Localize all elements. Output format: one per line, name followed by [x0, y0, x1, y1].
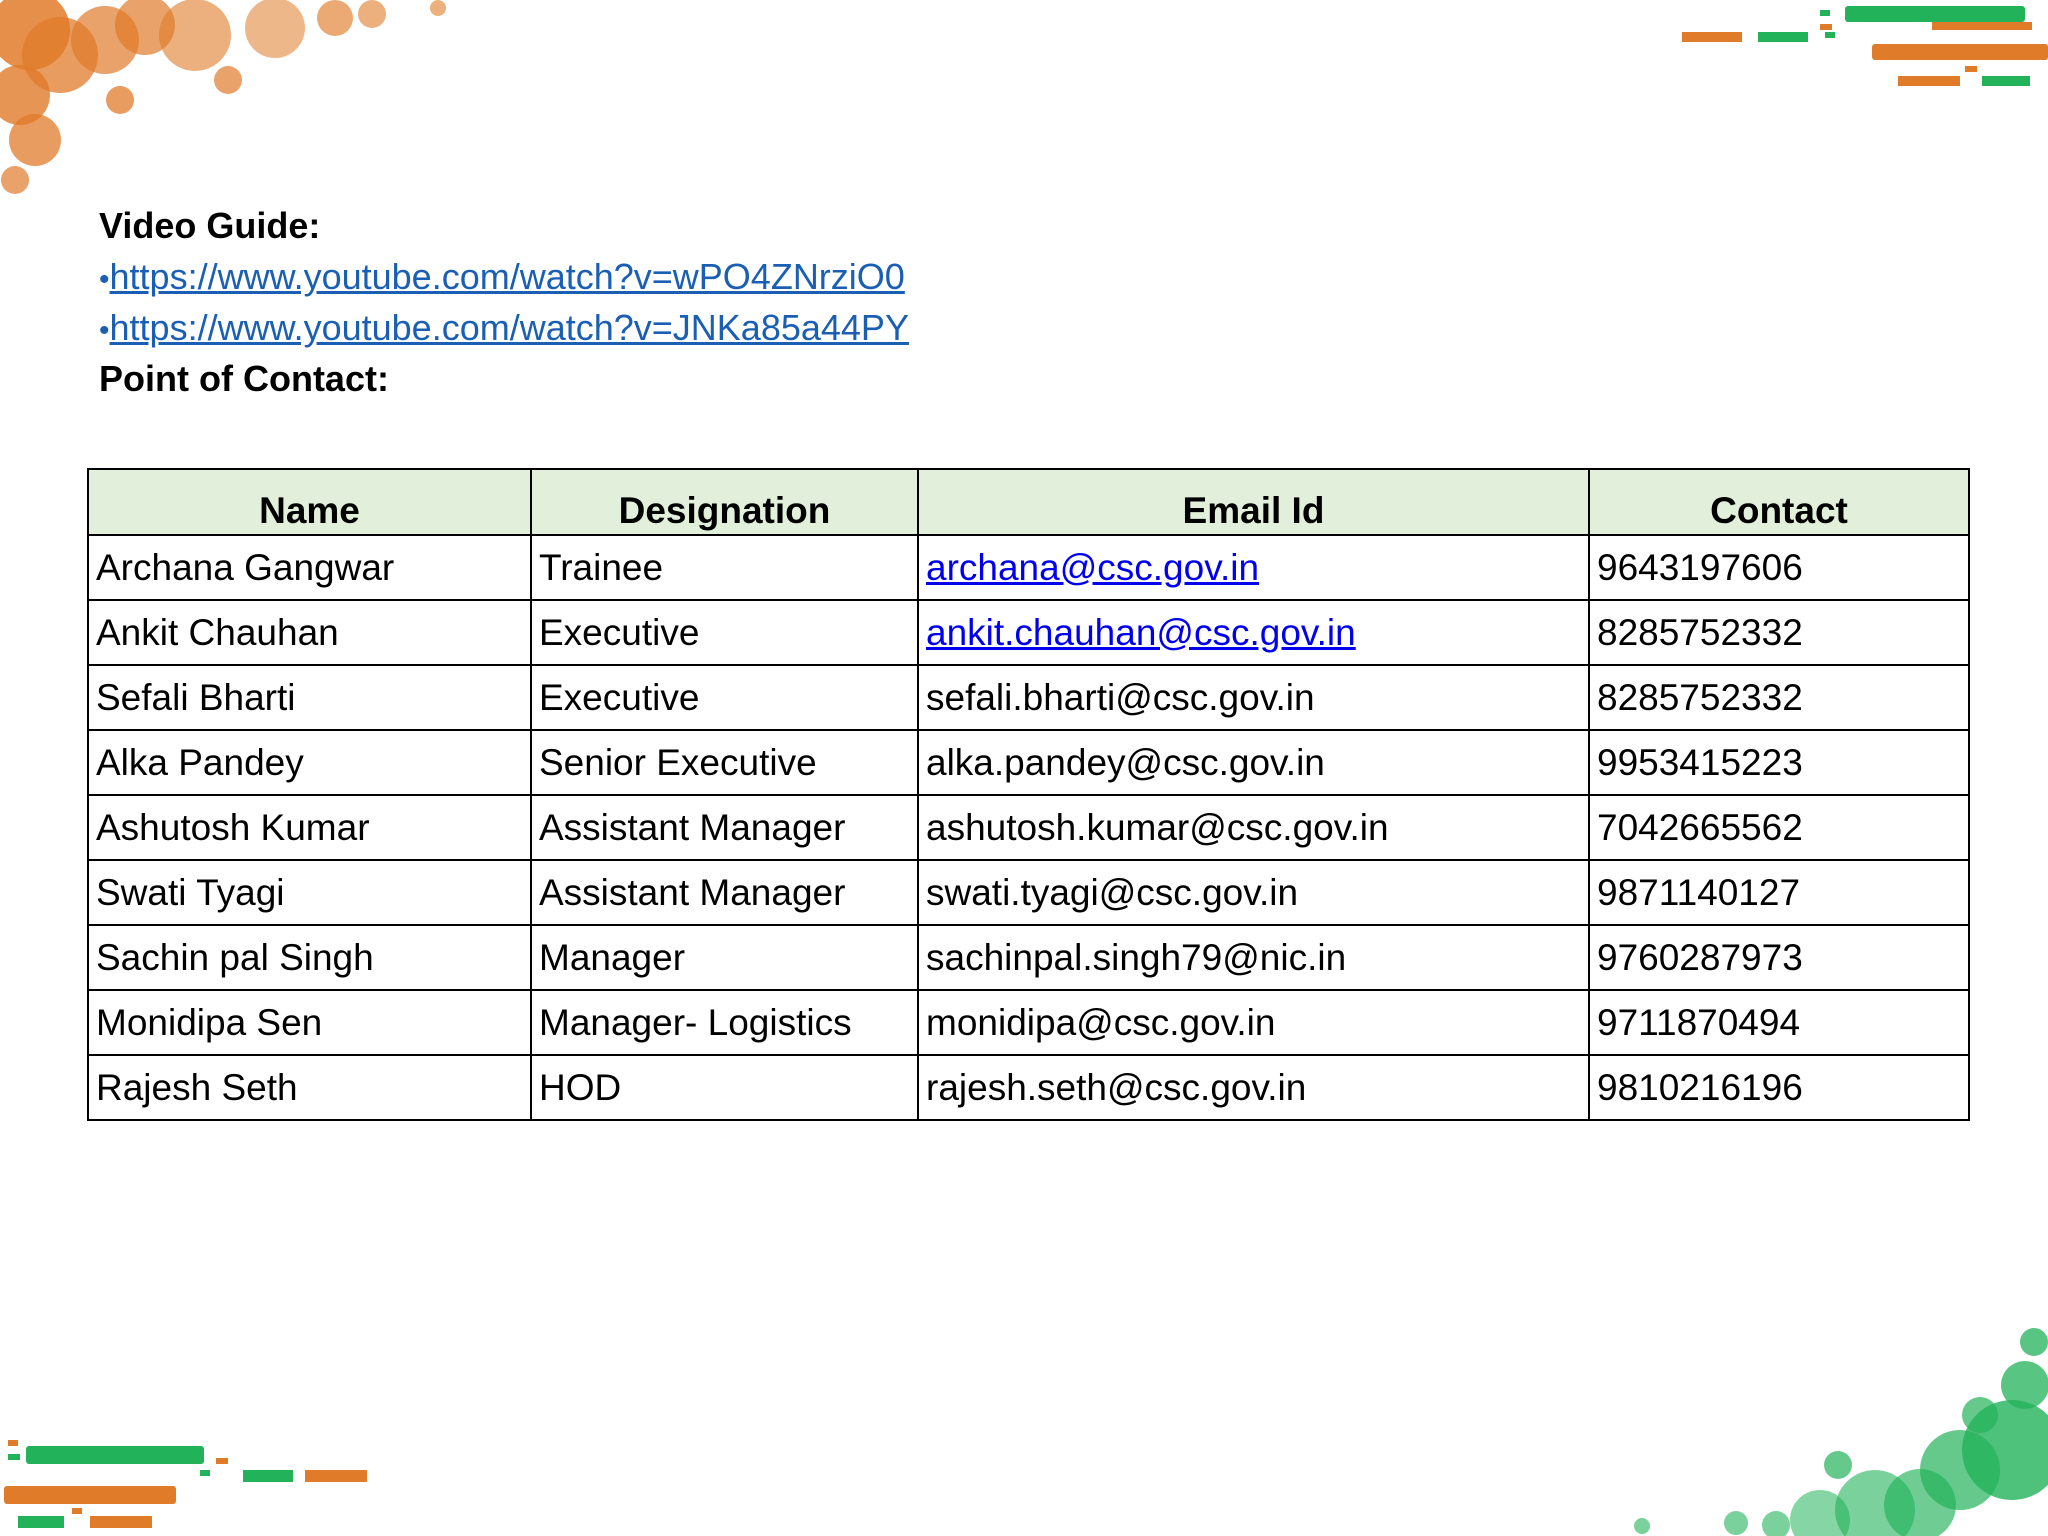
cell-contact: 9643197606	[1589, 535, 1969, 600]
table-row	[88, 600, 1969, 665]
table-row	[88, 665, 1969, 730]
cell-name: Sachin pal Singh	[88, 925, 531, 990]
cell-contact: 7042665562	[1589, 795, 1969, 860]
table-row	[88, 925, 1969, 990]
cell-name: Rajesh Seth	[88, 1055, 531, 1120]
table-row	[88, 795, 1969, 860]
cell-name: Swati Tyagi	[88, 860, 531, 925]
cell-name: Archana Gangwar	[88, 535, 531, 600]
cell-email: alka.pandey@csc.gov.in	[918, 730, 1589, 795]
cell-contact: 9810216196	[1589, 1055, 1969, 1120]
header-contact: Contact	[1589, 469, 1969, 535]
table-row	[88, 535, 1969, 600]
cell-email: ashutosh.kumar@csc.gov.in	[918, 795, 1589, 860]
cell-email: rajesh.seth@csc.gov.in	[918, 1055, 1589, 1120]
header-email: Email Id	[918, 469, 1589, 535]
cell-contact: 9711870494	[1589, 990, 1969, 1055]
cell-email: swati.tyagi@csc.gov.in	[918, 860, 1589, 925]
cell-email: sefali.bharti@csc.gov.in	[918, 665, 1589, 730]
cell-designation: Executive	[531, 600, 918, 665]
table-row	[88, 860, 1969, 925]
video-guide-heading: Video Guide:	[99, 205, 321, 246]
cell-contact: 9871140127	[1589, 860, 1969, 925]
cell-contact: 9760287973	[1589, 925, 1969, 990]
cell-designation: Assistant Manager	[531, 860, 918, 925]
cell-name: Alka Pandey	[88, 730, 531, 795]
cell-contact: 8285752332	[1589, 600, 1969, 665]
cell-name: Ankit Chauhan	[88, 600, 531, 665]
video-link-2-text[interactable]: https://www.youtube.com/watch?v=JNKa85a44PY	[109, 307, 909, 348]
contact-table	[87, 468, 1970, 1121]
cell-email-link[interactable]: ankit.chauhan@csc.gov.in	[918, 600, 1589, 665]
cell-name: Monidipa Sen	[88, 990, 531, 1055]
table-row	[88, 1055, 1969, 1120]
table-header-row	[88, 469, 1969, 535]
video-link-1[interactable]	[99, 255, 905, 302]
video-link-2[interactable]	[99, 306, 909, 353]
bullet-icon: •	[99, 263, 110, 296]
cell-contact: 9953415223	[1589, 730, 1969, 795]
cell-email: sachinpal.singh79@nic.in	[918, 925, 1589, 990]
cell-name: Ashutosh Kumar	[88, 795, 531, 860]
cell-designation: Trainee	[531, 535, 918, 600]
table-row	[88, 730, 1969, 795]
cell-email-link[interactable]: archana@csc.gov.in	[918, 535, 1589, 600]
table-row	[88, 990, 1969, 1055]
dashes-decoration-top-right	[1670, 0, 2048, 100]
cell-designation: Executive	[531, 665, 918, 730]
video-link-1-text[interactable]: https://www.youtube.com/watch?v=wPO4ZNrziO0	[109, 256, 905, 297]
cell-name: Sefali Bharti	[88, 665, 531, 730]
cell-designation: Manager- Logistics	[531, 990, 918, 1055]
point-of-contact-heading: Point of Contact:	[99, 358, 389, 399]
dashes-decoration-bottom-left	[0, 1430, 380, 1536]
cell-designation: Assistant Manager	[531, 795, 918, 860]
green-bubbles-decoration	[1620, 1320, 2048, 1536]
header-name: Name	[88, 469, 531, 535]
cell-designation: HOD	[531, 1055, 918, 1120]
header-designation: Designation	[531, 469, 918, 535]
orange-bubbles-decoration	[0, 0, 460, 210]
bullet-icon: •	[99, 314, 110, 347]
cell-designation: Senior Executive	[531, 730, 918, 795]
cell-designation: Manager	[531, 925, 918, 990]
cell-email: monidipa@csc.gov.in	[918, 990, 1589, 1055]
cell-contact: 8285752332	[1589, 665, 1969, 730]
